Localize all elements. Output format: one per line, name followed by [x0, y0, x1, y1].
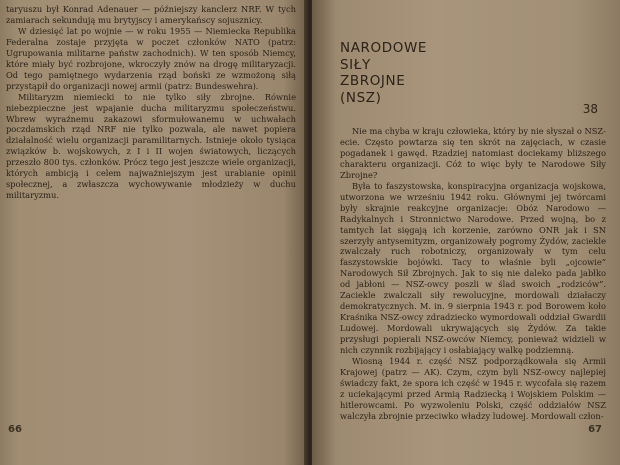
paragraph: Militaryzm niemiecki to nie tylko siły zbrojne. Równie niebezpieczne jest wpajanie ducha militaryzmu społeczeństwu. Wbrew wyraźnemu zakazowi sformułowanemu w uchwałach poczdamskich rząd NRF nie tylko pozwala, ale nawet popiera działalność wielu organizacji paramilitarnych. Istnieje około tysiąca związków b. wojskowych, z I i II wojen światowych, liczących przeszło 800 tys. członków. Prócz tego jest jeszcze wiele organizacji, których ambicją i celem najważniejszym jest urabianie opinii społecznej, a zwłaszcza wychowywanie młodzieży w duchu militaryzmu.: [6, 91, 296, 201]
paragraph: Wiosną 1944 r. część NSZ podporządkowała się Armii Krajowej (patrz — AK). Czym, czym byli NSZ-owcy najlepiej świadczy fakt, że spora ich część w 1945 r. wycofała się razem z uciekającymi przed Armią Radziecką i Wojskiem Polskim — hitlerowcami. Po wyzwoleniu Polski, część oddziałów NSZ walczyła zbrojnie przeciwko władzy ludowej. Mordowali człon-: [340, 356, 606, 421]
chapter-title-line: ZBROJNE: [340, 73, 406, 89]
page-number-right: 67: [588, 424, 602, 435]
paragraph: Była to faszystowska, konspiracyjna organizacja wojskowa, utworzona we wrześniu 1942 roku. Głównymi jej twórcami były skrajnie reakcyjne organizacje: Obóz Narodowo — Radykalnych i Stronnictwo Narodowe. Przed wojną, bo z tamtych lat sięgają ich korzenie, zarówno ONR jak i SN szerzyły antysemityzm, organizowały pogromy Żydów, zaciekle zwalczały ruch robotniczy, organizowały w tym celu faszystowskie bojówki. Tacy to właśnie byli „ojcowie” Narodowych Sił Zbrojnych. Jak to się nie daleko pada jabłko od jabłoni — NSZ-owcy poszli w ślad swoich „rodziców”. Zaciekle zwalczali siły rewolucyjne, mordowali działaczy demokratycznych. M. in. 9 sierpnia 1943 r. pod Borowem koło Kraśnika NSZ-owcy zdradziecko wymordowali oddział Gwardii Ludowej. Mordowali ukrywających się Żydów. Za takie przysługi popierali NSZ-owców Niemcy, ponieważ widzieli w nich czynnik rozbijający i osłabiający walkę podziemną.: [340, 180, 606, 356]
chapter-number: 38: [582, 102, 598, 116]
paragraph: taryuszu był Konrad Adenauer — późniejszy kanclerz NRF. W tych zamiarach sekundują mu brytyjscy i amerykańscy sojusznicy.: [6, 4, 296, 25]
chapter-title: [340, 40, 460, 106]
paragraph: Nie ma chyba w kraju człowieka, który by nie słyszał o NSZ-ecie. Często powtarza się ten skrót na zajęciach, w czasie pogadanek i gawęd. Rzadziej natomiast dociekamy bliższego charakteru organizacji. Cóż to więc były te Narodowe Siły Zbrojne?: [340, 126, 606, 180]
left-page-text: [6, 4, 296, 201]
page-number-left: 66: [8, 424, 22, 435]
left-page: [0, 0, 308, 465]
right-page-text: [340, 126, 606, 422]
chapter-title-line: NARODOWE: [340, 40, 428, 56]
paragraph: W dziesięć lat po wojnie — w roku 1955 — Niemiecka Republika Federalna zostaje przyjęta w poczet członków NATO (patrz: Ugrupowania militarne państw zachodnich). W ten sposób Niemcy, które miały być rozbrojone, wkroczyły znów na drogę militaryzacji. Od tego pamiętnego wydarzenia rząd boński ze wzmożoną siłą przystąpił do organizacji nowej armii (patrz: Bundeswehra).: [6, 25, 296, 91]
chapter-title-line: SIŁY: [340, 56, 371, 73]
chapter-title-line: (NSZ): [340, 89, 382, 106]
